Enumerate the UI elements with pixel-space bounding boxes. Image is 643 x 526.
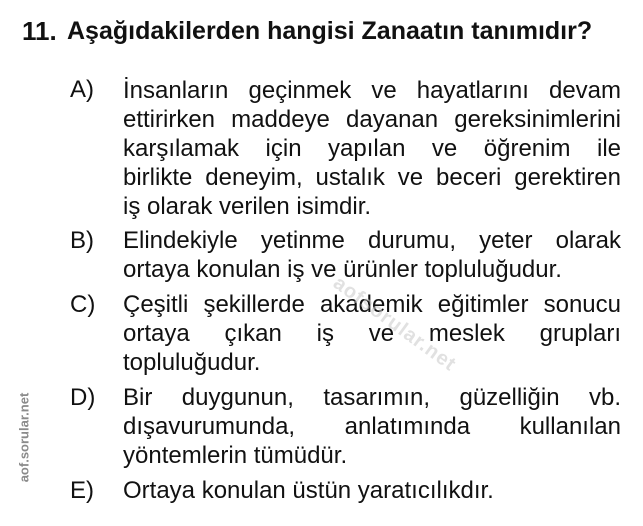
option-a-letter[interactable]: A)	[70, 76, 94, 103]
option-d-line: yöntemlerin tümüdür.	[123, 442, 348, 469]
option-d-letter[interactable]: D)	[70, 384, 96, 411]
option-b-line: Elindekiyle yetinme durumu, yeter olarak	[123, 227, 621, 254]
option-e-letter[interactable]: E)	[70, 477, 94, 504]
option-b-line: ortaya konulan iş ve ürünler topluluğudur.	[123, 256, 562, 283]
option-d-text[interactable]	[123, 383, 621, 470]
option-c-line: topluluğudur.	[123, 349, 261, 376]
question-text: Aşağıdakilerden hangisi Zanaatın tanımıdır?	[67, 17, 593, 45]
option-b-letter[interactable]: B)	[70, 227, 94, 254]
option-a-line: İnsanların geçinmek ve hayatlarını devam	[123, 77, 621, 104]
option-a-line: iş olarak verilen isimdir.	[123, 193, 372, 220]
option-d-line: Bir duygunun, tasarımın, güzelliğin vb.	[123, 384, 621, 411]
option-c-line: Çeşitli şekillerde akademik eğitimler sonucu	[123, 291, 621, 318]
option-c-letter[interactable]: C)	[70, 291, 96, 318]
option-c-line: ortaya çıkan iş ve meslek grupları	[123, 320, 621, 347]
side-watermark: aof.sorular.net	[16, 392, 32, 483]
option-a-line: birlikte deneyim, ustalık ve beceri gerektiren	[123, 164, 621, 191]
option-e-line: Ortaya konulan üstün yaratıcılıkdır.	[123, 477, 494, 504]
watermark-diagonal: aofsorular.net	[329, 272, 461, 376]
option-a-text[interactable]	[123, 76, 621, 221]
question-number: 11.	[22, 16, 57, 46]
option-e-text[interactable]	[123, 476, 621, 505]
option-b-text[interactable]	[123, 226, 621, 284]
option-a-line: ettirirken maddeye dayanan gereksinimlerini	[123, 106, 621, 133]
option-d-line: dışavurumunda, anlatımında kullanılan	[123, 413, 621, 440]
option-a-line: karşılamak için yapılan ve öğrenim ile	[123, 135, 621, 162]
